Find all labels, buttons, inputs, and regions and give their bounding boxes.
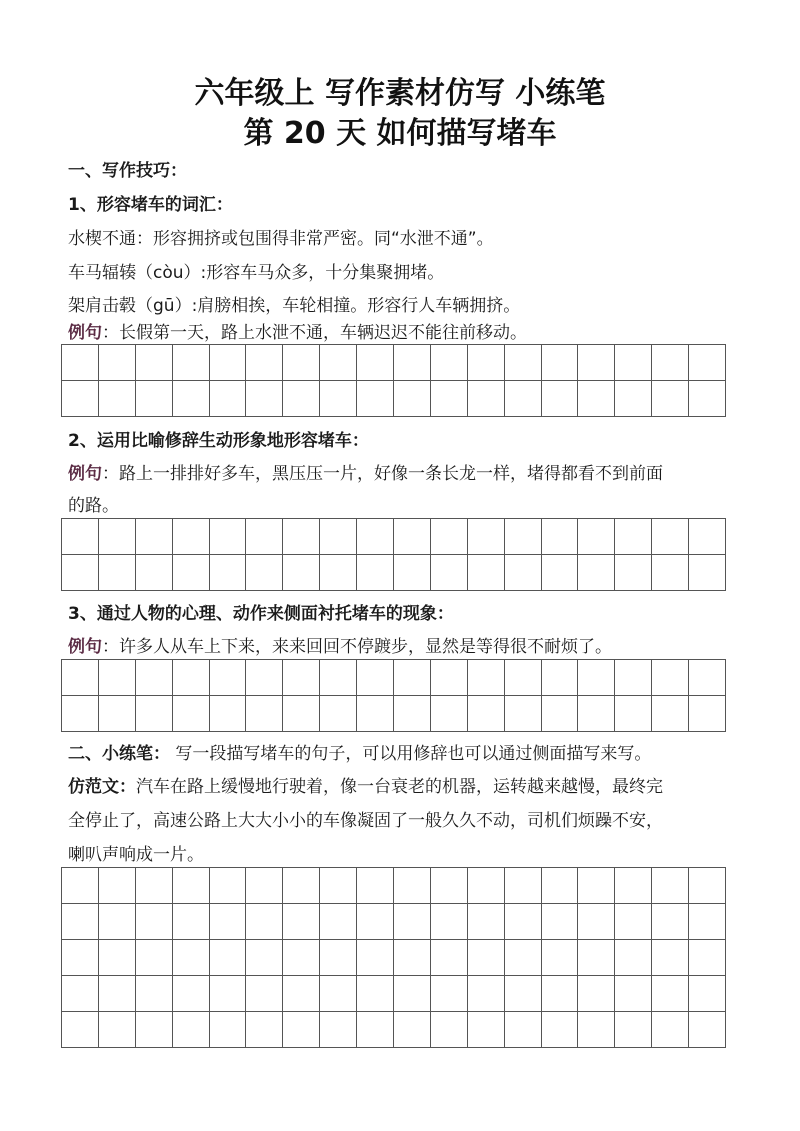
part3-heading: 3、通过人物的心理、动作来侧面衬托堵车的现象： <box>68 604 454 624</box>
grid-cell[interactable] <box>394 660 431 696</box>
grid-cell[interactable] <box>246 381 283 417</box>
grid-cell[interactable] <box>652 1012 689 1048</box>
grid-cell[interactable] <box>431 660 468 696</box>
grid-cell[interactable] <box>468 519 505 555</box>
writing-grid-1[interactable] <box>61 344 726 417</box>
grid-cell[interactable] <box>246 660 283 696</box>
grid-cell[interactable] <box>431 976 468 1012</box>
grid-cell[interactable] <box>320 976 357 1012</box>
grid-cell[interactable] <box>431 868 468 904</box>
worksheet-title: 六年级上 写作素材仿写 小练笔 <box>194 76 606 111</box>
example-text: ：长假第一天，路上水泄不通，车辆迟迟不能往前移动。 <box>102 323 527 343</box>
grid-cell[interactable] <box>431 904 468 940</box>
grid-cell[interactable] <box>357 976 394 1012</box>
grid-row <box>62 976 726 1012</box>
grid-cell[interactable] <box>652 555 689 591</box>
grid-cell[interactable] <box>357 868 394 904</box>
grid-cell[interactable] <box>468 976 505 1012</box>
grid-cell[interactable] <box>320 940 357 976</box>
grid-cell[interactable] <box>689 976 726 1012</box>
grid-row <box>62 345 726 381</box>
grid-cell[interactable] <box>99 381 136 417</box>
grid-cell[interactable] <box>652 696 689 732</box>
grid-cell[interactable] <box>99 345 136 381</box>
grid-cell[interactable] <box>431 555 468 591</box>
grid-cell[interactable] <box>283 976 320 1012</box>
grid-cell[interactable] <box>99 1012 136 1048</box>
grid-cell[interactable] <box>283 519 320 555</box>
writing-grid-4[interactable] <box>61 867 726 1048</box>
grid-cell[interactable] <box>505 940 542 976</box>
grid-cell[interactable] <box>357 381 394 417</box>
grid-cell[interactable] <box>246 976 283 1012</box>
grid-cell[interactable] <box>62 904 99 940</box>
grid-cell[interactable] <box>505 660 542 696</box>
grid-row <box>62 904 726 940</box>
grid-cell[interactable] <box>689 345 726 381</box>
grid-cell[interactable] <box>505 345 542 381</box>
grid-cell[interactable] <box>62 381 99 417</box>
grid-cell[interactable] <box>615 940 652 976</box>
section2-prompt: 写一段描写堵车的句子，可以用修辞也可以通过侧面描写来写。 <box>170 744 652 764</box>
grid-cell[interactable] <box>357 345 394 381</box>
writing-grid-2[interactable] <box>61 518 726 591</box>
grid-cell[interactable] <box>246 696 283 732</box>
grid-cell[interactable] <box>62 660 99 696</box>
grid-cell[interactable] <box>615 381 652 417</box>
grid-cell[interactable] <box>578 345 615 381</box>
grid-cell[interactable] <box>468 940 505 976</box>
grid-row <box>62 868 726 904</box>
grid-cell[interactable] <box>246 1012 283 1048</box>
vocab-item-2: 车马辐辏（còu）:形容车马众多，十分集聚拥堵。 <box>68 263 445 283</box>
grid-cell[interactable] <box>62 940 99 976</box>
grid-cell[interactable] <box>652 940 689 976</box>
section1-heading: 一、写作技巧： <box>68 161 187 181</box>
grid-cell[interactable] <box>689 555 726 591</box>
grid-cell[interactable] <box>505 1012 542 1048</box>
grid-cell[interactable] <box>615 868 652 904</box>
grid-cell[interactable] <box>578 976 615 1012</box>
grid-cell[interactable] <box>578 696 615 732</box>
grid-cell[interactable] <box>578 381 615 417</box>
grid-cell[interactable] <box>246 345 283 381</box>
grid-cell[interactable] <box>246 940 283 976</box>
grid-cell[interactable] <box>173 696 210 732</box>
grid-cell[interactable] <box>615 660 652 696</box>
grid-cell[interactable] <box>136 976 173 1012</box>
grid-cell[interactable] <box>320 868 357 904</box>
grid-cell[interactable] <box>394 868 431 904</box>
grid-cell[interactable] <box>173 868 210 904</box>
grid-cell[interactable] <box>62 555 99 591</box>
grid-cell[interactable] <box>505 555 542 591</box>
part3-example <box>68 634 612 660</box>
grid-cell[interactable] <box>542 1012 579 1048</box>
grid-cell[interactable] <box>468 904 505 940</box>
grid-cell[interactable] <box>542 660 579 696</box>
grid-cell[interactable] <box>542 345 579 381</box>
grid-cell[interactable] <box>468 555 505 591</box>
grid-row <box>62 519 726 555</box>
grid-cell[interactable] <box>210 696 247 732</box>
grid-cell[interactable] <box>136 519 173 555</box>
grid-cell[interactable] <box>689 940 726 976</box>
grid-cell[interactable] <box>578 904 615 940</box>
grid-cell[interactable] <box>615 345 652 381</box>
grid-cell[interactable] <box>542 555 579 591</box>
grid-row <box>62 940 726 976</box>
grid-cell[interactable] <box>246 868 283 904</box>
grid-cell[interactable] <box>210 555 247 591</box>
grid-cell[interactable] <box>394 345 431 381</box>
grid-cell[interactable] <box>62 519 99 555</box>
grid-cell[interactable] <box>320 1012 357 1048</box>
vocab-item-1: 水楔不通：形容拥挤或包围得非常严密。同“水泄不通”。 <box>68 229 494 249</box>
grid-cell[interactable] <box>210 868 247 904</box>
section2-line <box>68 741 651 767</box>
grid-row <box>62 696 726 732</box>
grid-cell[interactable] <box>394 904 431 940</box>
grid-cell[interactable] <box>173 1012 210 1048</box>
grid-cell[interactable] <box>505 904 542 940</box>
grid-cell[interactable] <box>173 976 210 1012</box>
grid-cell[interactable] <box>689 381 726 417</box>
grid-cell[interactable] <box>468 381 505 417</box>
part2-example-cont: 的路。 <box>68 496 119 516</box>
grid-cell[interactable] <box>394 519 431 555</box>
example-text: ：路上一排排好多车，黑压压一片，好像一条长龙一样，堵得都看不到前面 <box>102 464 663 484</box>
grid-cell[interactable] <box>62 1012 99 1048</box>
grid-cell[interactable] <box>394 381 431 417</box>
grid-cell[interactable] <box>136 660 173 696</box>
grid-cell[interactable] <box>357 660 394 696</box>
grid-cell[interactable] <box>283 868 320 904</box>
grid-cell[interactable] <box>615 904 652 940</box>
grid-cell[interactable] <box>246 904 283 940</box>
grid-cell[interactable] <box>62 345 99 381</box>
grid-cell[interactable] <box>652 345 689 381</box>
grid-cell[interactable] <box>505 519 542 555</box>
grid-cell[interactable] <box>320 345 357 381</box>
grid-row <box>62 381 726 417</box>
grid-cell[interactable] <box>615 976 652 1012</box>
example-text: ：许多人从车上下来，来来回回不停踱步，显然是等得很不耐烦了。 <box>102 637 612 657</box>
grid-cell[interactable] <box>652 868 689 904</box>
grid-cell[interactable] <box>283 696 320 732</box>
grid-cell[interactable] <box>210 976 247 1012</box>
grid-cell[interactable] <box>394 696 431 732</box>
grid-cell[interactable] <box>283 345 320 381</box>
grid-cell[interactable] <box>652 381 689 417</box>
part2-example <box>68 461 663 487</box>
grid-cell[interactable] <box>320 519 357 555</box>
grid-cell[interactable] <box>283 940 320 976</box>
grid-cell[interactable] <box>357 940 394 976</box>
grid-cell[interactable] <box>505 976 542 1012</box>
grid-cell[interactable] <box>542 904 579 940</box>
grid-cell[interactable] <box>431 940 468 976</box>
grid-cell[interactable] <box>99 904 136 940</box>
grid-cell[interactable] <box>136 940 173 976</box>
model-line-2: 全停止了，高速公路上大大小小的车像凝固了一般久久不动，司机们烦躁不安， <box>68 811 663 831</box>
grid-cell[interactable] <box>652 660 689 696</box>
part1-heading: 1、形容堵车的词汇： <box>68 195 233 215</box>
grid-cell[interactable] <box>468 660 505 696</box>
grid-cell[interactable] <box>99 696 136 732</box>
grid-cell[interactable] <box>431 519 468 555</box>
grid-cell[interactable] <box>173 660 210 696</box>
grid-cell[interactable] <box>689 696 726 732</box>
grid-cell[interactable] <box>210 940 247 976</box>
grid-cell[interactable] <box>173 381 210 417</box>
grid-cell[interactable] <box>136 555 173 591</box>
grid-cell[interactable] <box>542 868 579 904</box>
grid-cell[interactable] <box>320 660 357 696</box>
grid-cell[interactable] <box>246 519 283 555</box>
grid-cell[interactable] <box>99 868 136 904</box>
grid-cell[interactable] <box>62 868 99 904</box>
grid-cell[interactable] <box>283 904 320 940</box>
grid-cell[interactable] <box>578 868 615 904</box>
grid-cell[interactable] <box>542 696 579 732</box>
grid-cell[interactable] <box>468 1012 505 1048</box>
grid-cell[interactable] <box>542 381 579 417</box>
grid-cell[interactable] <box>578 940 615 976</box>
grid-cell[interactable] <box>542 519 579 555</box>
part2-heading: 2、运用比喻修辞生动形象地形容堵车： <box>68 431 369 451</box>
grid-cell[interactable] <box>246 555 283 591</box>
section2-heading: 二、小练笔： <box>68 744 170 764</box>
example-label: 例句 <box>68 464 102 484</box>
model-text-1: 汽车在路上缓慢地行驶着，像一台衰老的机器，运转越来越慢，最终完 <box>136 777 663 797</box>
grid-cell[interactable] <box>320 381 357 417</box>
grid-row <box>62 555 726 591</box>
grid-cell[interactable] <box>615 555 652 591</box>
grid-cell[interactable] <box>99 555 136 591</box>
grid-cell[interactable] <box>62 696 99 732</box>
grid-cell[interactable] <box>136 345 173 381</box>
vocab-item-3: 架肩击毂（gū）:肩膀相挨，车轮相撞。形容行人车辆拥挤。 <box>68 296 521 316</box>
grid-cell[interactable] <box>578 555 615 591</box>
grid-cell[interactable] <box>210 381 247 417</box>
grid-cell[interactable] <box>99 519 136 555</box>
grid-cell[interactable] <box>173 345 210 381</box>
grid-cell[interactable] <box>615 696 652 732</box>
grid-cell[interactable] <box>210 660 247 696</box>
part1-example <box>68 320 527 346</box>
grid-cell[interactable] <box>136 868 173 904</box>
grid-cell[interactable] <box>689 660 726 696</box>
grid-cell[interactable] <box>320 696 357 732</box>
grid-cell[interactable] <box>173 519 210 555</box>
grid-cell[interactable] <box>689 868 726 904</box>
grid-cell[interactable] <box>542 976 579 1012</box>
grid-cell[interactable] <box>357 519 394 555</box>
grid-cell[interactable] <box>283 555 320 591</box>
grid-cell[interactable] <box>320 555 357 591</box>
grid-cell[interactable] <box>578 660 615 696</box>
grid-cell[interactable] <box>357 1012 394 1048</box>
grid-cell[interactable] <box>468 696 505 732</box>
grid-cell[interactable] <box>431 1012 468 1048</box>
model-label: 仿范文： <box>68 777 136 797</box>
grid-cell[interactable] <box>210 519 247 555</box>
grid-cell[interactable] <box>320 904 357 940</box>
grid-cell[interactable] <box>210 904 247 940</box>
grid-cell[interactable] <box>505 868 542 904</box>
grid-cell[interactable] <box>99 660 136 696</box>
grid-cell[interactable] <box>689 904 726 940</box>
grid-cell[interactable] <box>615 519 652 555</box>
writing-grid-3[interactable] <box>61 659 726 732</box>
grid-cell[interactable] <box>394 976 431 1012</box>
grid-cell[interactable] <box>431 345 468 381</box>
grid-cell[interactable] <box>689 1012 726 1048</box>
grid-row <box>62 660 726 696</box>
grid-cell[interactable] <box>173 904 210 940</box>
grid-cell[interactable] <box>210 1012 247 1048</box>
grid-cell[interactable] <box>652 976 689 1012</box>
grid-cell[interactable] <box>468 868 505 904</box>
grid-cell[interactable] <box>173 940 210 976</box>
grid-cell[interactable] <box>652 519 689 555</box>
model-line-1 <box>68 774 663 800</box>
grid-cell[interactable] <box>505 696 542 732</box>
grid-cell[interactable] <box>394 1012 431 1048</box>
grid-cell[interactable] <box>173 555 210 591</box>
grid-cell[interactable] <box>62 976 99 1012</box>
grid-cell[interactable] <box>542 940 579 976</box>
example-label: 例句 <box>68 637 102 657</box>
grid-cell[interactable] <box>394 940 431 976</box>
grid-cell[interactable] <box>431 381 468 417</box>
grid-cell[interactable] <box>505 381 542 417</box>
grid-cell[interactable] <box>578 1012 615 1048</box>
grid-cell[interactable] <box>615 1012 652 1048</box>
grid-cell[interactable] <box>468 345 505 381</box>
grid-cell[interactable] <box>357 904 394 940</box>
grid-cell[interactable] <box>394 555 431 591</box>
grid-cell[interactable] <box>431 696 468 732</box>
grid-cell[interactable] <box>652 904 689 940</box>
grid-cell[interactable] <box>136 696 173 732</box>
grid-cell[interactable] <box>283 381 320 417</box>
grid-cell[interactable] <box>689 519 726 555</box>
grid-cell[interactable] <box>357 555 394 591</box>
example-label: 例句 <box>68 323 102 343</box>
grid-cell[interactable] <box>357 696 394 732</box>
grid-row <box>62 1012 726 1048</box>
grid-cell[interactable] <box>136 904 173 940</box>
lesson-title: 第 20 天 如何描写堵车 <box>243 116 557 151</box>
grid-cell[interactable] <box>210 345 247 381</box>
grid-cell[interactable] <box>283 660 320 696</box>
grid-cell[interactable] <box>136 1012 173 1048</box>
grid-cell[interactable] <box>136 381 173 417</box>
grid-cell[interactable] <box>99 976 136 1012</box>
model-line-3: 喇叭声响成一片。 <box>68 845 204 865</box>
grid-cell[interactable] <box>283 1012 320 1048</box>
grid-cell[interactable] <box>578 519 615 555</box>
grid-cell[interactable] <box>99 940 136 976</box>
